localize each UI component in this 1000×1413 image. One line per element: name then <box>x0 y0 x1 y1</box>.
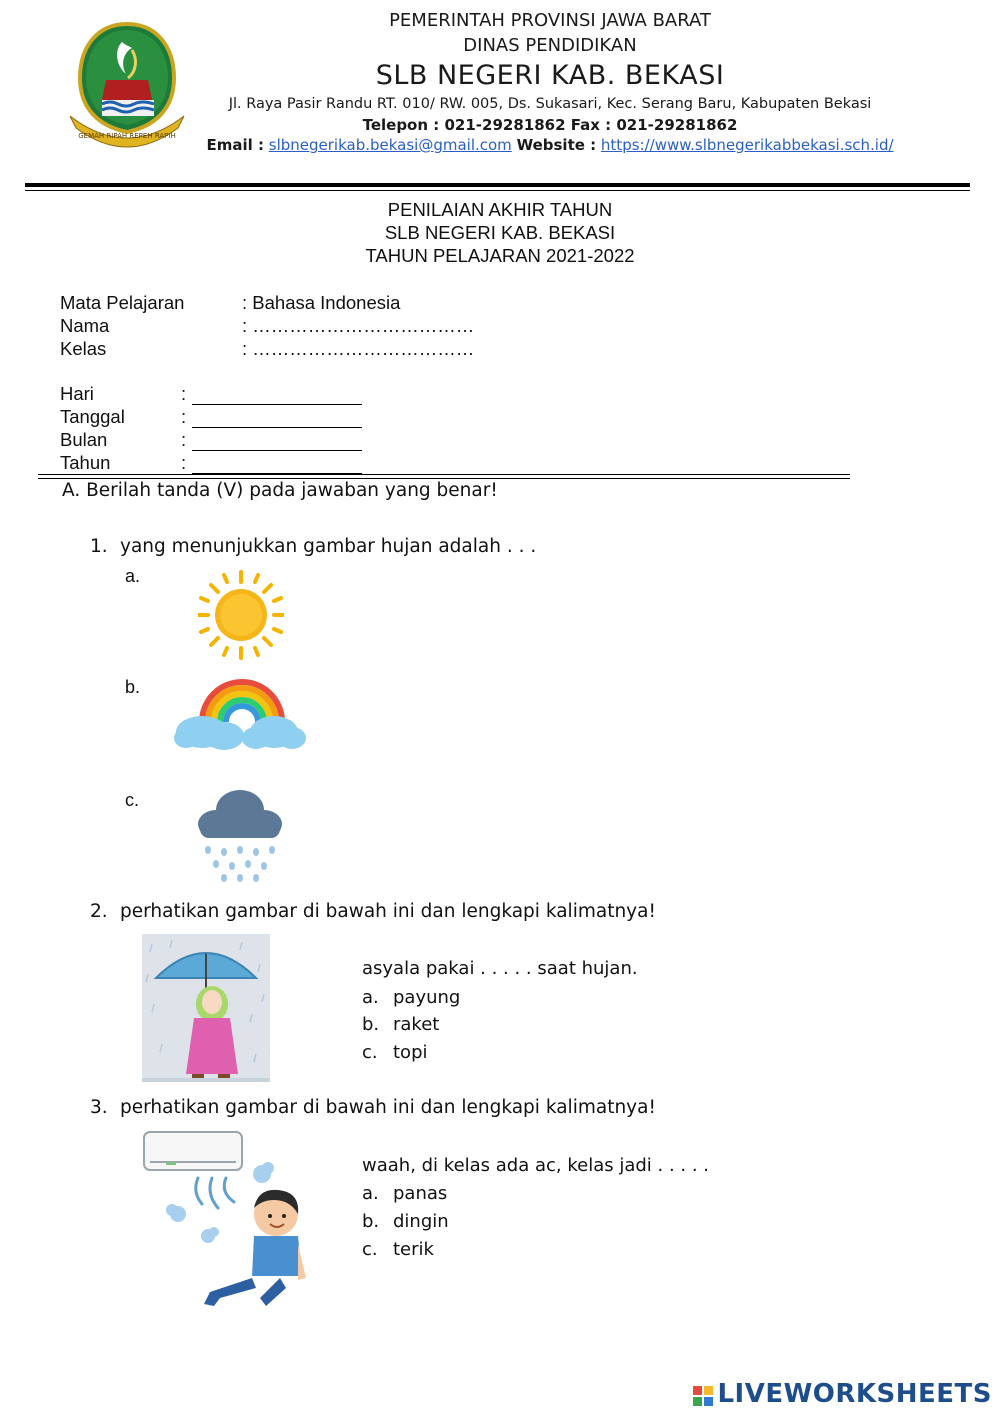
q1-option-a-letter[interactable]: a. <box>125 566 141 586</box>
q1-option-a-image[interactable] <box>198 570 284 660</box>
q3-option-a-letter[interactable]: a. <box>362 1183 379 1204</box>
name-field[interactable]: : ……………………………… <box>242 315 475 336</box>
q3-option-c-text[interactable]: terik <box>393 1239 434 1260</box>
subject-label: Mata Pelajaran <box>60 292 185 313</box>
svg-text:GEMAH RIPAH REPEH RAPIH: GEMAH RIPAH REPEH RAPIH <box>78 132 176 140</box>
month-field[interactable] <box>192 450 362 451</box>
girl-umbrella-rain-icon <box>142 934 270 1082</box>
q2-image <box>142 934 270 1082</box>
exam-school: SLB NEGERI KAB. BEKASI <box>384 222 616 243</box>
class-label: Kelas <box>60 338 107 359</box>
q1-option-b-image[interactable] <box>172 676 310 752</box>
rainbow-clouds-icon <box>172 676 310 752</box>
section-divider-2 <box>38 478 850 479</box>
q3-sentence: waah, di kelas ada ac, kelas jadi . . . . . <box>362 1155 710 1176</box>
letterhead-department: DINAS PENDIDIKAN <box>463 35 637 56</box>
liveworksheets-brand[interactable] <box>693 1379 992 1409</box>
q2-option-c-letter[interactable]: c. <box>362 1042 378 1063</box>
liveworksheets-logo-icon <box>693 1383 713 1403</box>
website-label: Website : <box>516 136 597 154</box>
letterhead-divider-thin <box>25 190 970 191</box>
website-link[interactable]: https://www.slbnegerikabbekasi.sch.id/ <box>600 136 894 154</box>
letterhead-phone: Telepon : 021-29281862 Fax : 021-29281862 <box>362 116 738 134</box>
letterhead-contact <box>0 136 1000 154</box>
sun-icon <box>198 570 284 660</box>
date-label: Tanggal <box>60 406 125 427</box>
section-divider <box>38 474 850 475</box>
boy-air-conditioner-icon <box>140 1128 310 1310</box>
month-label: Bulan <box>60 429 108 450</box>
q3-option-b-letter[interactable]: b. <box>362 1211 380 1232</box>
q2-option-a-letter[interactable]: a. <box>362 987 379 1008</box>
letterhead-government: PEMERINTAH PROVINSI JAWA BARAT <box>389 10 711 31</box>
q3-image <box>140 1128 310 1310</box>
day-field[interactable] <box>192 404 362 405</box>
exam-year: TAHUN PELAJARAN 2021-2022 <box>365 245 635 266</box>
q1-option-b-letter[interactable]: b. <box>125 677 141 697</box>
letterhead-school-name: SLB NEGERI KAB. BEKASI <box>375 60 725 91</box>
rain-cloud-icon <box>194 786 286 884</box>
day-label: Hari <box>60 383 94 404</box>
q3-option-c-letter[interactable]: c. <box>362 1239 378 1260</box>
exam-title: PENILAIAN AKHIR TAHUN <box>387 199 613 220</box>
name-label: Nama <box>60 315 110 336</box>
q2-option-b-text[interactable]: raket <box>393 1014 440 1035</box>
q3-option-a-text[interactable]: panas <box>393 1183 448 1204</box>
brand-text: LIVEWORKSHEETS <box>717 1379 992 1409</box>
month-sep: : <box>181 429 187 450</box>
q2-option-c-text[interactable]: topi <box>393 1042 428 1063</box>
email-link[interactable]: slbnegerikab.bekasi@gmail.com <box>268 136 512 154</box>
subject-value: : Bahasa Indonesia <box>242 292 401 313</box>
q1-option-c-image[interactable] <box>194 786 286 884</box>
q3-option-b-text[interactable]: dingin <box>393 1211 449 1232</box>
letterhead-address: Jl. Raya Pasir Randu RT. 010/ RW. 005, Ds. Sukasari, Kec. Serang Baru, Kabupaten Bekasi <box>228 96 872 112</box>
q2-number: 2. <box>90 901 108 922</box>
year-sep: : <box>181 452 187 473</box>
q3-text: perhatikan gambar di bawah ini dan lengkapi kalimatnya! <box>120 1097 656 1118</box>
email-label: Email : <box>206 136 264 154</box>
date-field[interactable] <box>192 427 362 428</box>
q3-number: 3. <box>90 1097 108 1118</box>
letterhead-divider-thick <box>25 183 970 187</box>
q1-number: 1. <box>90 536 108 557</box>
year-label: Tahun <box>60 452 111 473</box>
day-sep: : <box>181 383 187 404</box>
q1-option-c-letter[interactable]: c. <box>125 790 140 810</box>
q2-option-a-text[interactable]: payung <box>393 987 461 1008</box>
section-a-instruction: A. Berilah tanda (V) pada jawaban yang benar! <box>62 480 498 501</box>
q2-sentence: asyala pakai . . . . . saat hujan. <box>362 958 638 979</box>
q1-text: yang menunjukkan gambar hujan adalah . . . <box>120 536 537 557</box>
class-field[interactable]: : ……………………………… <box>242 338 475 359</box>
q2-text: perhatikan gambar di bawah ini dan lengkapi kalimatnya! <box>120 901 656 922</box>
q2-option-b-letter[interactable]: b. <box>362 1014 380 1035</box>
date-sep: : <box>181 406 187 427</box>
